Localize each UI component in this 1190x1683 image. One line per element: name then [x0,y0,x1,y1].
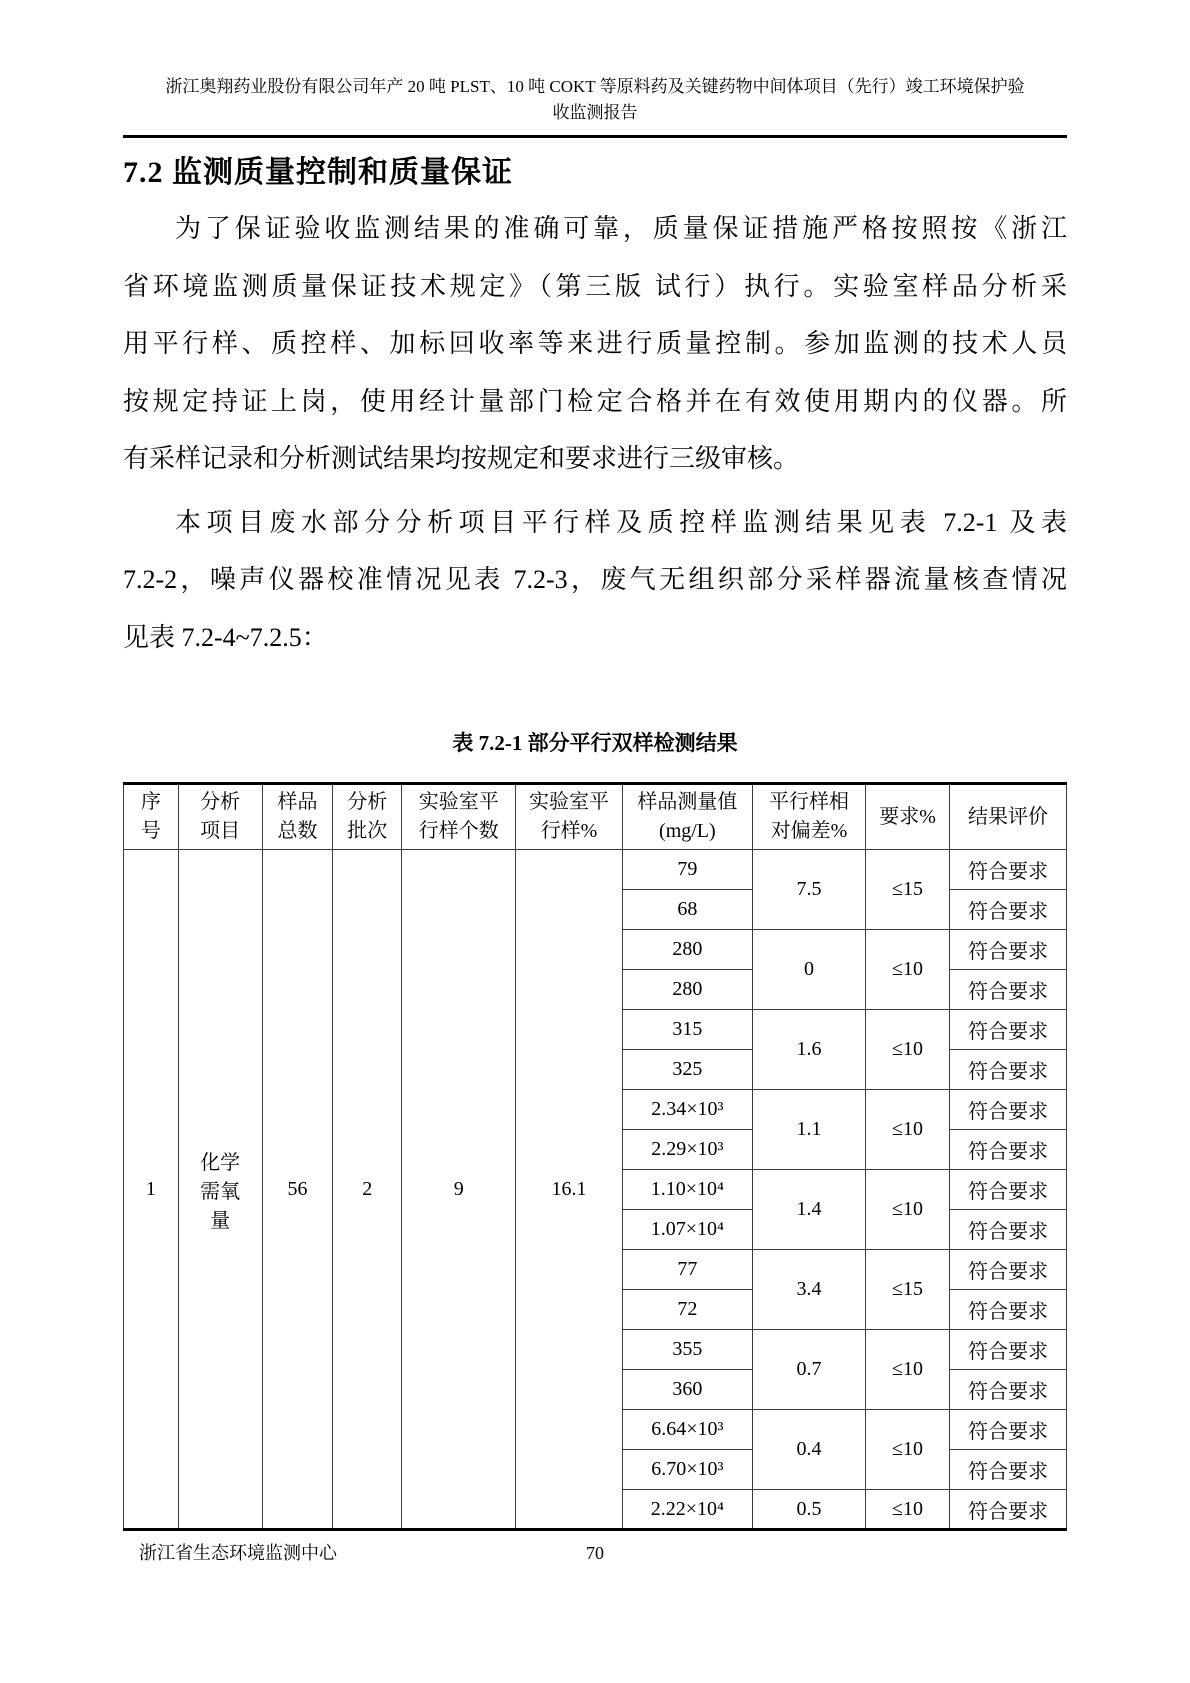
cell-measured-value: 315 [622,1010,752,1050]
cell-analysis-item: 化学 需氧 量 [178,850,262,1530]
cell-total-samples: 56 [262,850,333,1530]
cell-relative-deviation: 1.1 [752,1090,865,1170]
cell-requirement: ≤10 [866,1010,950,1090]
cell-measured-value: 1.10×10⁴ [622,1170,752,1210]
cell-result-evaluation: 符合要求 [950,850,1067,890]
cell-relative-deviation: 3.4 [752,1250,865,1330]
paragraph-line: 按规定持证上岗，使用经计量部门检定合格并在有效使用期内的仪器。所 [123,386,1067,416]
cell-requirement: ≤10 [866,1410,950,1490]
cell-index: 1 [124,850,179,1530]
parallel-sample-table [123,782,1067,1531]
section-title: 7.2 监测质量控制和质量保证 [123,156,513,189]
cell-measured-value: 72 [622,1290,752,1330]
header-cell-6: 样品测量值 (mg/L) [622,784,752,850]
table-caption: 表 7.2-1 部分平行双样检测结果 [452,731,738,755]
cell-measured-value: 1.07×10⁴ [622,1210,752,1250]
cell-result-evaluation: 符合要求 [950,1170,1067,1210]
paragraph-line: 为了保证验收监测结果的准确可靠，质量保证措施严格按照按《浙江 [175,214,1067,243]
cell-measured-value: 79 [622,850,752,890]
cell-result-evaluation: 符合要求 [950,1210,1067,1250]
cell-requirement: ≤10 [866,1330,950,1410]
table-body [124,850,1067,1530]
header-cell-5: 实验室平 行样% [516,784,623,850]
cell-result-evaluation: 符合要求 [950,930,1067,970]
cell-result-evaluation: 符合要求 [950,1330,1067,1370]
cell-requirement: ≤15 [866,850,950,930]
cell-analysis-batches: 2 [333,850,402,1530]
cell-result-evaluation: 符合要求 [950,970,1067,1010]
cell-parallel-count: 9 [402,850,516,1530]
cell-measured-value: 360 [622,1370,752,1410]
cell-measured-value: 2.34×10³ [622,1090,752,1130]
cell-relative-deviation: 0.4 [752,1410,865,1490]
header-cell-2: 样品 总数 [262,784,333,850]
cell-relative-deviation: 0.5 [752,1490,865,1530]
cell-requirement: ≤10 [866,1490,950,1530]
header-cell-7: 平行样相 对偏差% [752,784,865,850]
cell-measured-value: 280 [622,970,752,1010]
cell-result-evaluation: 符合要求 [950,1410,1067,1450]
page-header-line2: 收监测报告 [552,103,638,122]
cell-requirement: ≤10 [866,930,950,1010]
cell-requirement: ≤10 [866,1170,950,1250]
cell-result-evaluation: 符合要求 [950,1250,1067,1290]
header-cell-1: 分析 项目 [178,784,262,850]
cell-result-evaluation: 符合要求 [950,1010,1067,1050]
cell-result-evaluation: 符合要求 [950,1290,1067,1330]
paragraph-line: 本项目废水部分分析项目平行样及质控样监测结果见表 7.2-1 及表 [175,507,1067,537]
footer-organization: 浙江省生态环境监测中心 [139,1543,337,1563]
cell-measured-value: 2.22×10⁴ [622,1490,752,1530]
page-footer [123,1540,1067,1566]
page-header [123,0,1067,138]
cell-measured-value: 6.70×10³ [622,1450,752,1490]
cell-measured-value: 68 [622,890,752,930]
cell-relative-deviation: 0.7 [752,1330,865,1410]
paragraph-line: 见表 7.2-4~7.2.5： [123,622,328,652]
paragraph-line: 有采样记录和分析测试结果均按规定和要求进行三级审核。 [123,444,800,473]
cell-parallel-percent: 16.1 [516,850,623,1530]
cell-relative-deviation: 1.6 [752,1010,865,1090]
header-cell-3: 分析 批次 [333,784,402,850]
header-cell-4: 实验室平 行样个数 [402,784,516,850]
cell-result-evaluation: 符合要求 [950,1490,1067,1530]
cell-result-evaluation: 符合要求 [950,890,1067,930]
cell-result-evaluation: 符合要求 [950,1090,1067,1130]
cell-relative-deviation: 0 [752,930,865,1010]
table-row [124,850,1067,890]
cell-measured-value: 6.64×10³ [622,1410,752,1450]
footer-page-number: 70 [586,1543,604,1563]
table-header [124,784,1067,850]
paragraph-line: 用平行样、质控样、加标回收率等来进行质量控制。参加监测的技术人员 [123,329,1067,358]
cell-requirement: ≤15 [866,1250,950,1330]
paragraph-line: 7.2-2，噪声仪器校准情况见表 7.2-3，废气无组织部分采样器流量核查情况 [123,565,1067,594]
cell-measured-value: 325 [622,1050,752,1090]
cell-result-evaluation: 符合要求 [950,1130,1067,1170]
header-cell-8: 要求% [866,784,950,850]
paragraph-line: 省环境监测质量保证技术规定》（第三版 试行）执行。实验室样品分析采 [123,271,1067,301]
page-header-line1: 浙江奥翔药业股份有限公司年产 20 吨 PLST、10 吨 COKT 等原料药及关键药物中间体项目（先行）竣工环境保护验 [165,77,1025,96]
cell-result-evaluation: 符合要求 [950,1050,1067,1090]
cell-measured-value: 77 [622,1250,752,1290]
cell-requirement: ≤10 [866,1090,950,1170]
cell-relative-deviation: 1.4 [752,1170,865,1250]
header-cell-9: 结果评价 [950,784,1067,850]
cell-result-evaluation: 符合要求 [950,1450,1067,1490]
cell-measured-value: 355 [622,1330,752,1370]
header-cell-0: 序 号 [124,784,179,850]
cell-measured-value: 2.29×10³ [622,1130,752,1170]
cell-result-evaluation: 符合要求 [950,1370,1067,1410]
cell-measured-value: 280 [622,930,752,970]
body-paragraph-1 [123,200,1067,488]
cell-relative-deviation: 7.5 [752,850,865,930]
body-paragraph-2 [123,494,1067,667]
page-content [123,0,1067,1566]
